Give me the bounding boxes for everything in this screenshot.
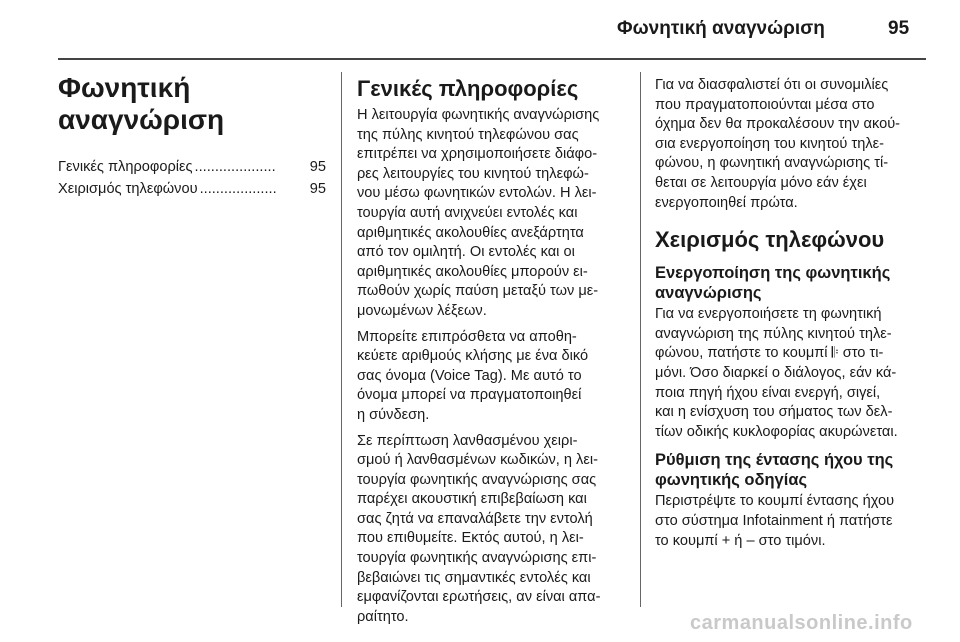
subheading-volume: Ρύθμιση της έντασης ήχου της φωνητικής οδηγίας xyxy=(655,451,894,490)
page-number: 95 xyxy=(888,18,910,39)
column-divider-left xyxy=(341,72,342,607)
header-rule xyxy=(58,58,926,60)
section-heading-phone-operation: Χειρισμός τηλεφώνου xyxy=(655,227,885,253)
toc-entry-label: Γενικές πληροφορίες xyxy=(58,159,193,175)
toc-leader-dots: .................... xyxy=(194,159,276,175)
toc-entry-page: 95 xyxy=(309,181,326,197)
left-column xyxy=(58,72,326,202)
section-heading-general: Γενικές πληροφορίες xyxy=(357,76,579,101)
toc-entry[interactable] xyxy=(58,180,326,202)
middle-column xyxy=(357,76,627,633)
body-paragraph: Μπορείτε επιπρόσθετα να αποθη- κεύετε αριθμούς κλήσης με ένα δικό σας όνομα (Voice Tag). Με αυτό το όνομα μπορεί να πραγματοποιηθεί η σύνδεση. xyxy=(357,328,589,423)
subheading-activation: Ενεργοποίηση της φωνητικής αναγνώρισης xyxy=(655,264,891,303)
body-paragraph: Για να ενεργοποιήσετε τη φωνητική αναγνώριση της πύλης κινητού τηλε- φώνου, πατήστε το κουμπί 𝄆 στο τι- μόνι. Όσο διαρκεί ο διάλογος, εάν κά- ποια πηγή ήχου είναι ενεργή, σιγεί, και η ενίσχυση του σήματος των δελ- τίων οδικής κυκλοφορίας ακυρώνεται. xyxy=(655,306,898,440)
right-column xyxy=(655,76,929,557)
body-paragraph: Περιστρέψτε το κουμπί έντασης ήχου στο σύστημα Infotainment ή πατήστε το κουμπί + ή – στο τιμόνι. xyxy=(655,493,895,549)
header-title: Φωνητική αναγνώριση xyxy=(617,18,825,39)
chapter-title: Φωνητική αναγνώριση xyxy=(58,72,225,135)
toc-entry[interactable] xyxy=(58,158,326,180)
body-paragraph: Για να διασφαλιστεί ότι οι συνομιλίες που πραγματοποιούνται μέσα στο όχημα δεν θα προκαλέσουν την ακού- σια ενεργοποίηση του κινητού τηλε- φώνου, η φωνητική αναγνώρισης τί- θεται σε λειτουργία μόνο εάν έχει ενεργοποιηθεί πρώτα. xyxy=(655,77,901,211)
toc-entry-page: 95 xyxy=(309,159,326,175)
toc-leader-dots: ................... xyxy=(199,181,277,197)
watermark-text: carmanualsonline.info xyxy=(690,612,913,634)
page-header xyxy=(0,0,960,58)
body-paragraph: Σε περίπτωση λανθασμένου χειρι- σμού ή λανθασμένων κωδικών, η λει- τουργία φωνητικής αναγνώρισης σας παρέχει ακουστική επιβεβαίωση και σας ζητά να επαναλάβετε την εντολή που επιθυμείτε. Εκτός αυτού, η λει- τουργία φωνητικής αναγνώρισης επι- βεβαιώνει τις σημαντικές εντολές και εμφανίζονται ερωτήσεις, αν είναι απα- ραίτητο. xyxy=(357,432,601,625)
column-divider-right xyxy=(640,72,641,607)
toc-entry-label: Χειρισμός τηλεφώνου xyxy=(58,181,198,197)
body-paragraph: Η λειτουργία φωνητικής αναγνώρισης της πύλης κινητού τηλεφώνου σας επιτρέπει να χρησιμοποιήσετε διάφο- ρες λειτουργίες του κινητού τηλεφώ- νου μέσω φωνητικών εντολών. Η λει- τουργία αυτή ανιχνεύει εντολές και αριθμητικές ακολουθίες ανεξάρτητα από τον ομιλητή. Οι εντολές και οι αριθμητικές ακολουθίες μπορούν ει- πωθούν χωρίς παύση μεταξύ των με- μονωμένων λέξεων. xyxy=(357,107,600,319)
